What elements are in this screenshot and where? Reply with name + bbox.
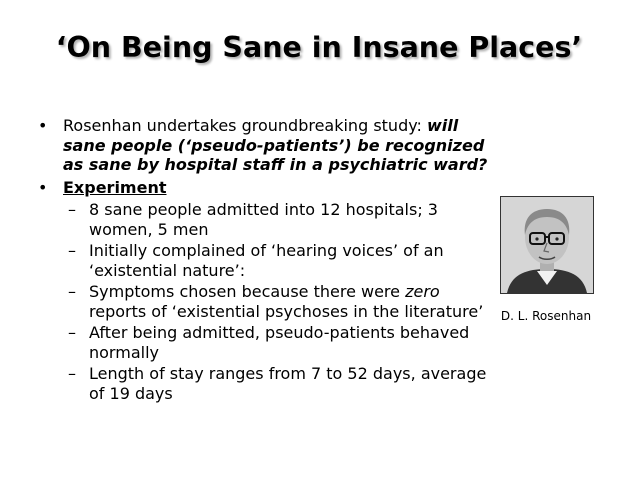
sub-item-length-of-stay	[38, 364, 488, 403]
sub-item-participants	[38, 200, 488, 239]
slide-body	[38, 116, 488, 405]
rosenhan-portrait-photo	[500, 196, 594, 294]
bullet-experiment-label: Experiment	[63, 177, 167, 197]
sub-dash: –	[68, 241, 76, 260]
sub-item-text: 8 sane people admitted into 12 hospitals; 3 women, 5 men	[89, 200, 438, 239]
sub-item-text: After being admitted, pseudo-patients behaved normally	[89, 323, 470, 362]
sub-item-symptoms	[38, 282, 488, 321]
portrait-image	[501, 197, 593, 293]
sub-item-behaviour	[38, 323, 488, 362]
sub-item-text-post: reports of ‘existential psychoses in the literature’	[89, 301, 484, 321]
bullet-dot: •	[38, 177, 48, 197]
bullet-study	[38, 116, 488, 175]
sub-item-complaint	[38, 241, 488, 280]
bullet-study-lead: Rosenhan undertakes groundbreaking study:	[63, 116, 422, 135]
sub-item-text-italic: zero	[405, 282, 440, 301]
photo-caption: D. L. Rosenhan	[500, 309, 592, 323]
sub-dash: –	[68, 200, 76, 219]
bullet-experiment	[38, 178, 488, 198]
sub-dash: –	[68, 282, 76, 301]
sub-item-text: Initially complained of ‘hearing voices’ of an ‘existential nature’:	[89, 241, 444, 280]
sub-item-text: Length of stay ranges from 7 to 52 days, average of 19 days	[89, 364, 487, 403]
sub-item-text-pre: Symptoms chosen because there were	[89, 282, 406, 301]
sub-dash: –	[68, 323, 76, 342]
bullet-study-question: will sane people (‘pseudo-patients’) be recognized as sane by hospital staff in a psychiatric ward?	[63, 116, 488, 174]
bullet-dot: •	[38, 116, 48, 135]
slide-title: ‘On Being Sane in Insane Places’	[55, 31, 583, 64]
sub-dash: –	[68, 364, 76, 383]
